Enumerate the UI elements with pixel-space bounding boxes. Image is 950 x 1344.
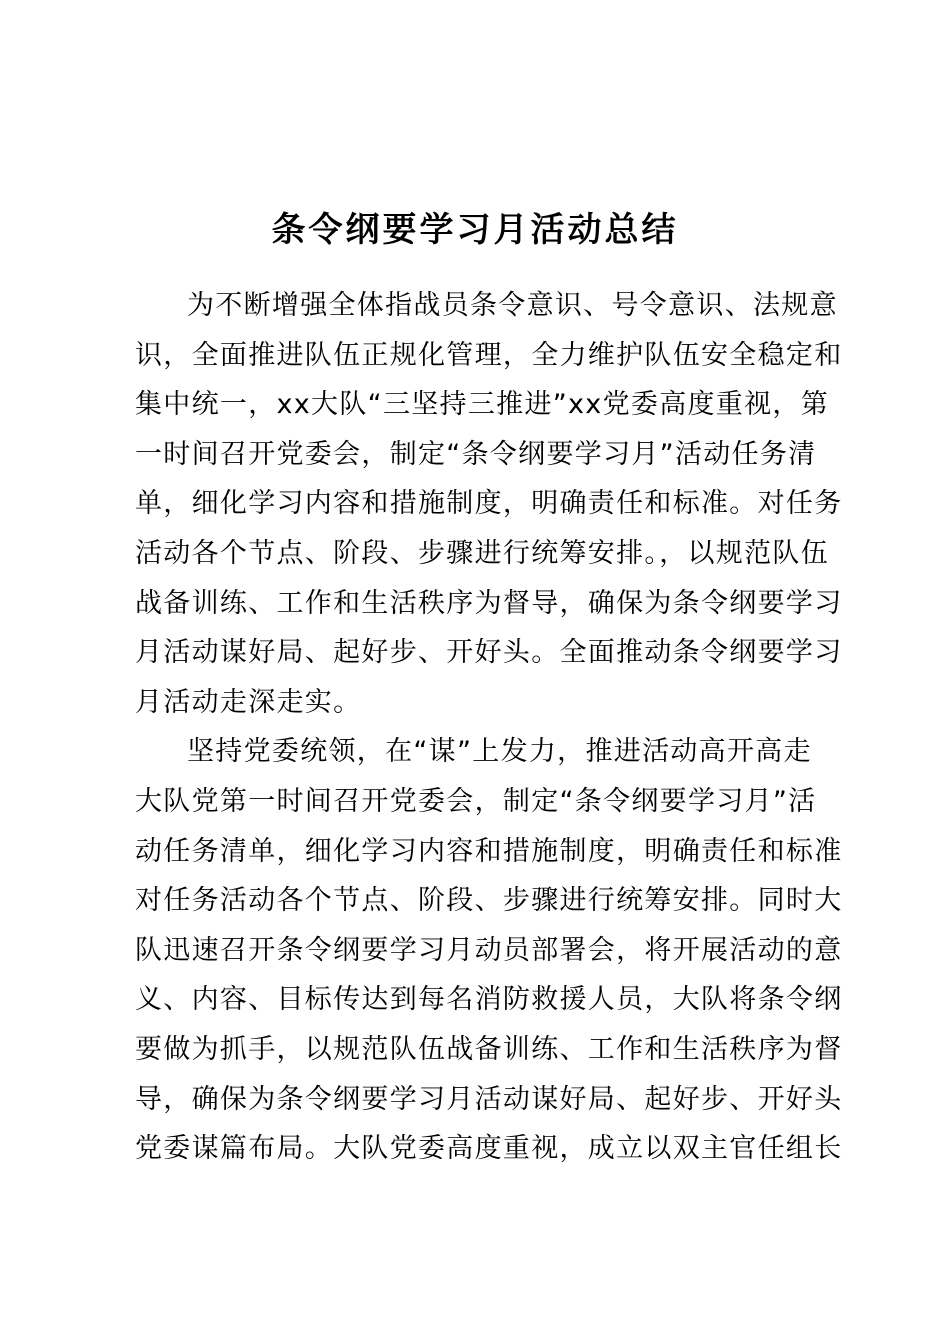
paragraph-1-line-3: 集中统一，xx大队“三坚持三推进”xx党委高度重视，第 xyxy=(135,389,829,421)
paragraph-2-line-5: 队迅速召开条令纲要学习月动员部署会，将开展活动的意 xyxy=(135,934,843,966)
paragraph-2-line-6: 义、内容、目标传达到每名消防救援人员，大队将条令纲 xyxy=(135,984,843,1016)
paragraph-2-line-4: 对任务活动各个节点、阶段、步骤进行统筹安排。同时大 xyxy=(135,885,843,917)
paragraph-2-line-8: 导，确保为条令纲要学习月活动谋好局、起好步、开好头 xyxy=(135,1083,843,1115)
paragraph-1-line-4: 一时间召开党委会，制定“条令纲要学习月”活动任务清 xyxy=(135,438,817,470)
paragraph-2-line-1: 坚持党委统领，在“谋”上发力，推进活动高开高走 xyxy=(187,736,812,768)
paragraph-1-line-9: 月活动走深走实。 xyxy=(135,686,362,718)
paragraph-1-line-8: 月活动谋好局、起好步、开好头。全面推动条令纲要学习 xyxy=(135,637,843,669)
paragraph-2-line-7: 要做为抓手，以规范队伍战备训练、工作和生活秩序为督 xyxy=(135,1033,843,1065)
paragraph-1-line-7: 战备训练、工作和生活秩序为督导，确保为条令纲要学习 xyxy=(135,587,843,619)
paragraph-2-line-3: 动任务清单，细化学习内容和措施制度，明确责任和标准 xyxy=(135,835,843,867)
paragraph-2-line-2: 大队党第一时间召开党委会，制定“条令纲要学习月”活 xyxy=(135,785,817,817)
document-body xyxy=(135,281,843,1174)
paragraph-1-line-6: 活动各个节点、阶段、步骤进行统筹安排。，以规范队伍 xyxy=(135,537,829,569)
paragraph-2-line-9: 党委谋篇布局。大队党委高度重视，成立以双主官任组长 xyxy=(135,1133,843,1165)
paragraph-1-line-5: 单，细化学习内容和措施制度，明确责任和标准。对任务 xyxy=(135,488,843,520)
paragraph-1-line-1: 为不断增强全体指战员条令意识、号令意识、法规意 xyxy=(187,290,838,321)
paragraph-1-line-2: 识，全面推进队伍正规化管理，全力维护队伍安全稳定和 xyxy=(135,339,843,371)
document-title: 条令纲要学习月活动总结 xyxy=(271,210,679,250)
